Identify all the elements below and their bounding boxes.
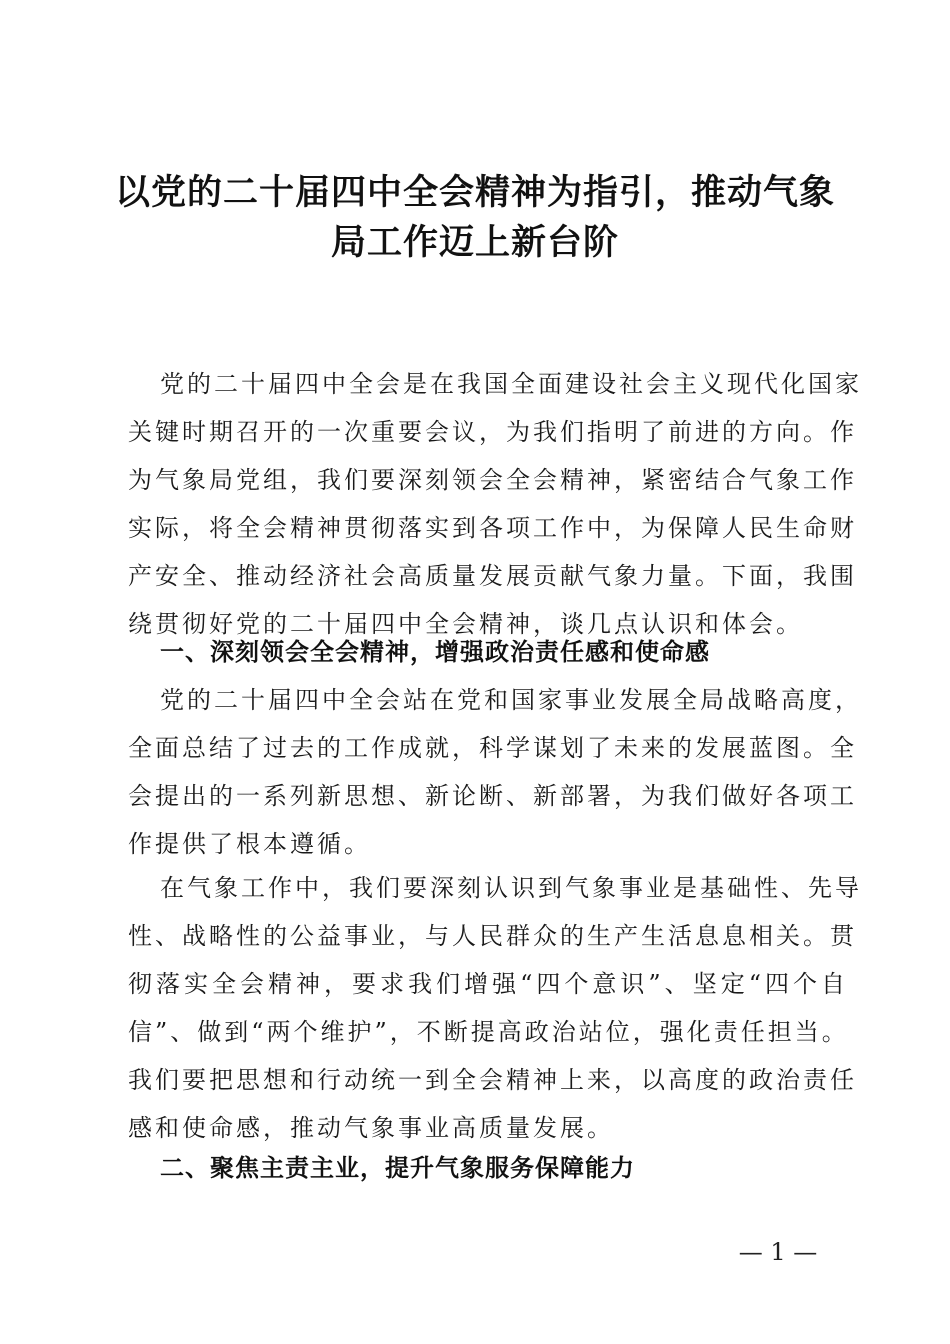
intro-line-5: 产安全、推动经济社会高质量发展贡献气象力量。下面，我围 xyxy=(128,562,857,590)
section-1-para-2-line-4: 信”、做到“两个维护”，不断提高政治站位，强化责任担当。 xyxy=(128,1018,849,1046)
intro-line-3: 为气象局党组，我们要深刻领会全会精神，紧密结合气象工作 xyxy=(128,466,857,494)
intro-line-1: 党的二十届四中全会是在我国全面建设社会主义现代化国家 xyxy=(160,370,862,398)
document-title-line-1: 以党的二十届四中全会精神为指引，推动气象 xyxy=(114,172,835,213)
section-1-para-2-line-2: 性、战略性的公益事业，与人民群众的生产生活息息相关。贯 xyxy=(128,922,857,950)
section-1-para-2-line-6: 感和使命感，推动气象事业高质量发展。 xyxy=(128,1114,614,1142)
section-1-para-1-line-2: 全面总结了过去的工作成就，科学谋划了未来的发展蓝图。全 xyxy=(128,734,857,762)
section-1-para-1-line-3: 会提出的一系列新思想、新论断、新部署，为我们做好各项工 xyxy=(128,782,857,810)
section-1-para-2-line-3: 彻落实全会精神，要求我们增强“四个意识”、坚定“四个自 xyxy=(128,970,848,998)
page-number: — 1 — xyxy=(738,1238,818,1266)
section-1-para-1-line-1: 党的二十届四中全会站在党和国家事业发展全局战略高度， xyxy=(160,686,862,714)
intro-line-2: 关键时期召开的一次重要会议，为我们指明了前进的方向。作 xyxy=(128,418,857,446)
intro-line-6: 绕贯彻好党的二十届四中全会精神，谈几点认识和体会。 xyxy=(128,610,803,638)
document-title-line-2: 局工作迈上新台阶 xyxy=(330,222,619,263)
section-1-para-2-line-5: 我们要把思想和行动统一到全会精神上来，以高度的政治责任 xyxy=(128,1066,857,1094)
section-2-heading: 二、聚焦主责主业，提升气象服务保障能力 xyxy=(160,1154,635,1182)
section-1-para-2-line-1: 在气象工作中，我们要深刻认识到气象事业是基础性、先导 xyxy=(160,874,862,902)
section-1-heading: 一、深刻领会全会精神，增强政治责任感和使命感 xyxy=(160,638,710,666)
section-1-para-1-line-4: 作提供了根本遵循。 xyxy=(128,830,371,858)
intro-line-4: 实际，将全会精神贯彻落实到各项工作中，为保障人民生命财 xyxy=(128,514,857,542)
